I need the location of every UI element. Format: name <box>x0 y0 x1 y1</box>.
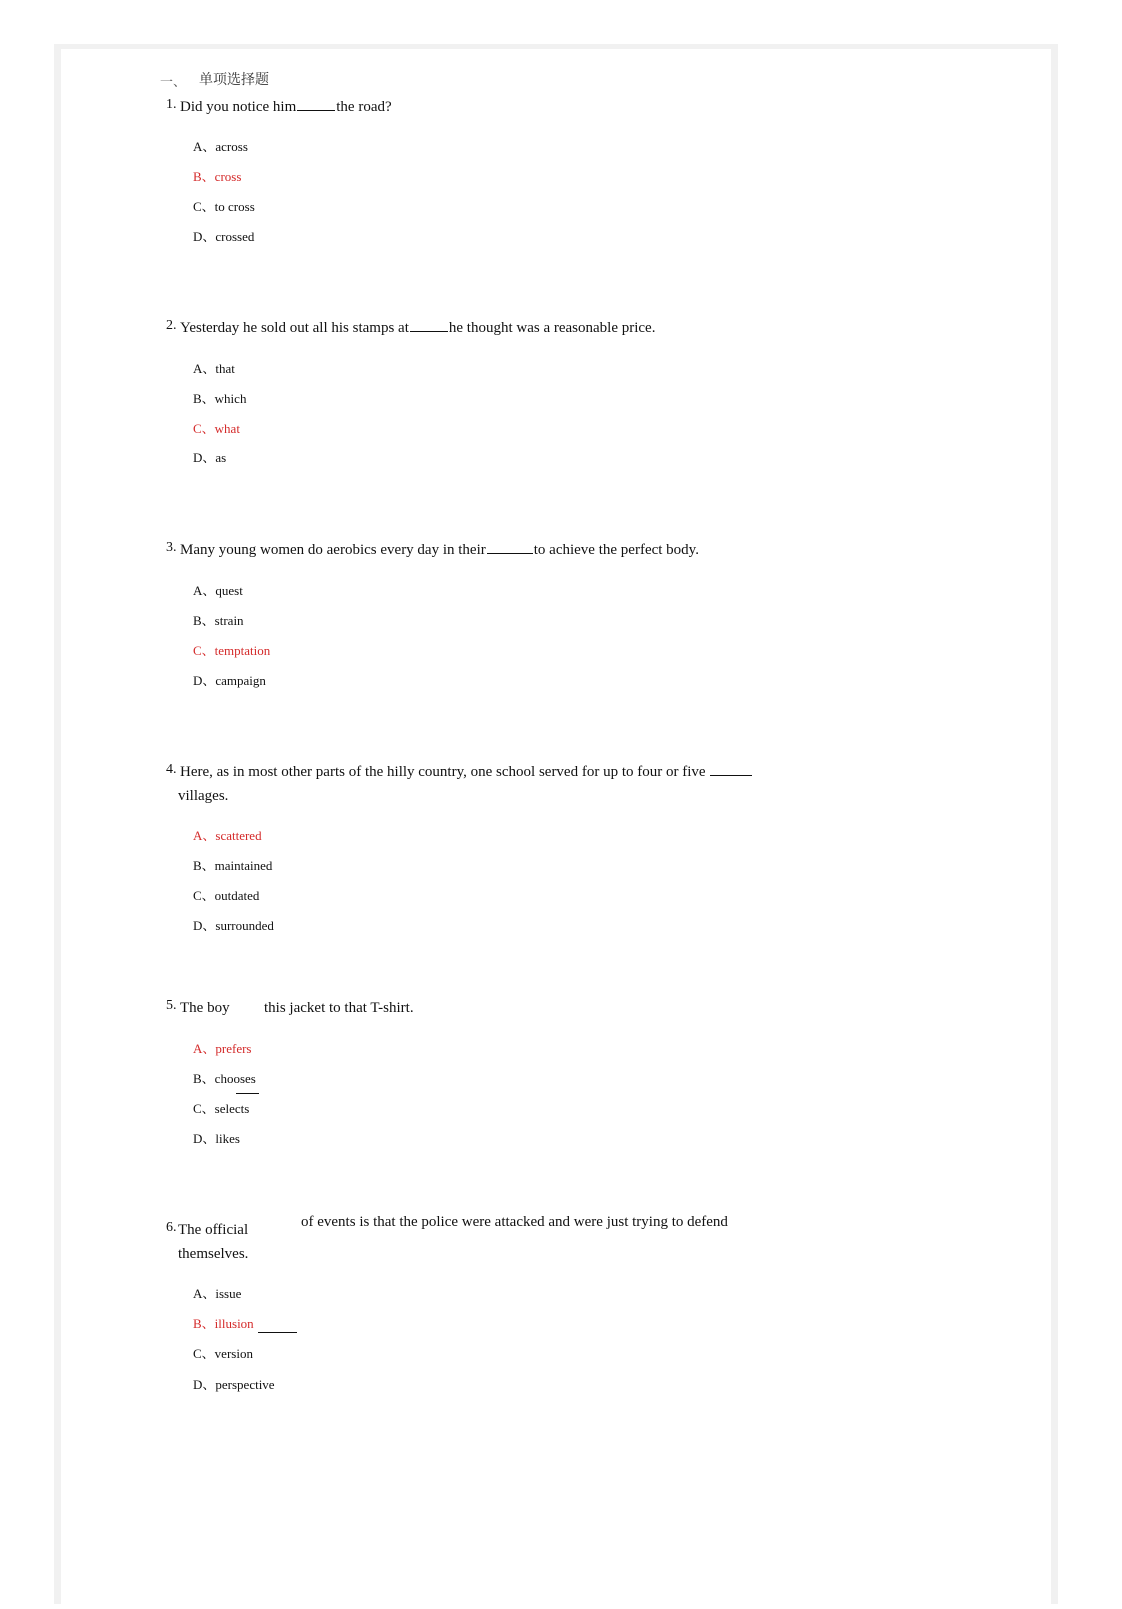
answer-blank <box>297 109 335 111</box>
question-text <box>180 320 655 337</box>
question-text-before: Did you notice him <box>180 99 297 115</box>
question-text-after: to achieve the perfect body. <box>533 542 699 558</box>
option-d[interactable]: D、crossed <box>193 229 255 244</box>
question-text-line-2: themselves. <box>178 1246 249 1262</box>
answer-blank <box>710 774 752 776</box>
answer-blank <box>236 1093 259 1094</box>
option-d[interactable]: D、likes <box>193 1131 240 1146</box>
answer-blank <box>487 552 533 554</box>
option-a[interactable]: A、across <box>193 139 248 154</box>
option-b[interactable]: B、illusion <box>193 1316 254 1331</box>
answer-blank <box>410 330 448 332</box>
option-b[interactable]: B、cross <box>193 169 242 184</box>
option-d[interactable]: D、campaign <box>193 673 266 688</box>
question-text-after: this jacket to that T-shirt. <box>264 1000 414 1016</box>
option-c[interactable]: C、what <box>193 421 240 436</box>
option-a[interactable]: A、that <box>193 361 235 376</box>
question-text-line-1: Here, as in most other parts of the hilly country, one school served for up to four or five <box>180 764 753 781</box>
option-c[interactable]: C、outdated <box>193 888 260 903</box>
question-text-before: Many young women do aerobics every day in their <box>180 542 486 558</box>
option-c[interactable]: C、to cross <box>193 199 255 214</box>
option-b[interactable]: B、strain <box>193 613 244 628</box>
question-number: 5. <box>166 998 177 1013</box>
question-number: 3. <box>166 540 177 555</box>
option-b[interactable]: B、chooses <box>193 1071 256 1086</box>
section-title: 单项选择题 <box>199 72 269 88</box>
option-b[interactable]: B、which <box>193 391 247 406</box>
option-d[interactable]: D、as <box>193 450 227 465</box>
option-a[interactable]: A、issue <box>193 1286 242 1301</box>
option-a[interactable]: A、scattered <box>193 828 262 843</box>
section-marker: 一、 <box>160 75 187 90</box>
option-a[interactable]: A、quest <box>193 583 243 598</box>
question-text <box>180 542 699 559</box>
option-d[interactable]: D、surrounded <box>193 918 274 933</box>
option-d[interactable]: D、perspective <box>193 1377 275 1392</box>
option-b[interactable]: B、maintained <box>193 858 273 873</box>
question-number: 4. <box>166 762 177 777</box>
question-number: 6. <box>166 1220 177 1235</box>
option-a[interactable]: A、prefers <box>193 1041 252 1056</box>
option-c[interactable]: C、selects <box>193 1101 250 1116</box>
question-text-after: of events is that the police were attacked and were just trying to defend <box>301 1214 728 1230</box>
question-text-before: The boy <box>180 1000 230 1016</box>
question-number: 2. <box>166 318 177 333</box>
question-text-after: he thought was a reasonable price. <box>448 320 656 336</box>
option-c[interactable]: C、temptation <box>193 643 271 658</box>
question-text-before: The official <box>178 1222 249 1238</box>
question-number: 1. <box>166 97 177 112</box>
answer-blank <box>258 1332 297 1333</box>
question-text <box>180 99 392 116</box>
option-c[interactable]: C、version <box>193 1346 253 1361</box>
question-text-after: the road? <box>336 99 392 115</box>
question-text-before: Yesterday he sold out all his stamps at <box>180 320 409 336</box>
question-text-line-2: villages. <box>178 788 229 804</box>
